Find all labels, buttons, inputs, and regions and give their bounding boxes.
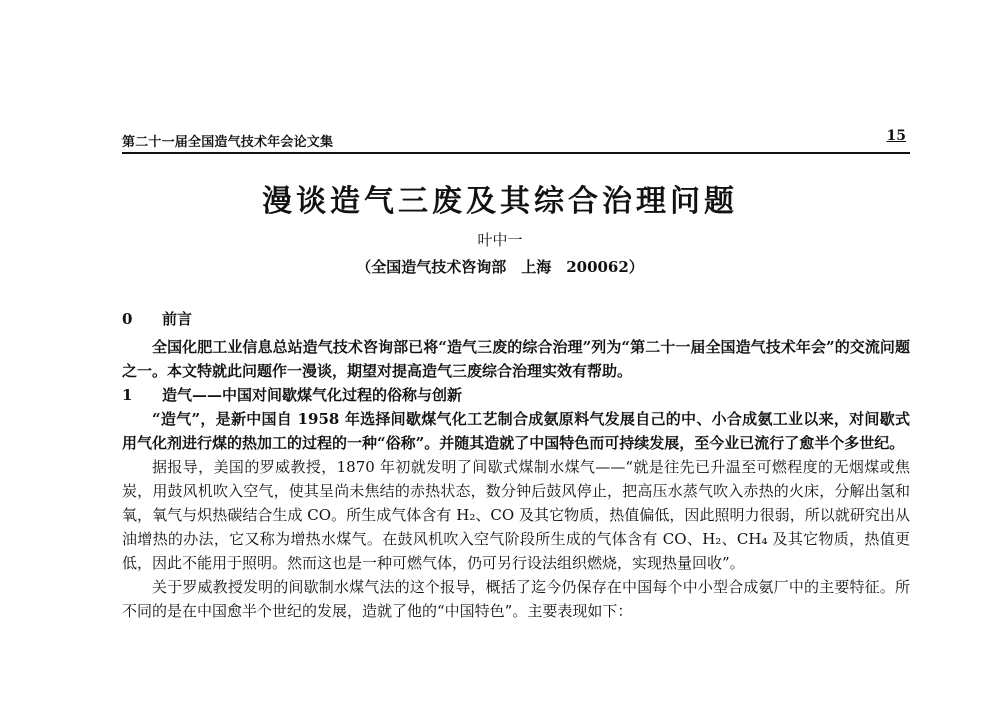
section-title: 造气——中国对间歇煤气化过程的俗称与创新 bbox=[162, 386, 463, 404]
header-rule bbox=[122, 152, 910, 154]
section-number: 1 bbox=[122, 386, 133, 404]
running-header bbox=[122, 128, 910, 152]
paragraph: “造气”，是新中国自 1958 年选择间歇煤气化工艺制合成氨原料气发展自己的中、小合成氨工业以来，对间歇式用气化剂进行煤的热加工的过程的一种“俗称”。并随其造就了中国特色而可持续发展，至今业已流行了愈半个多世纪。 bbox=[122, 410, 910, 452]
paragraph: 关于罗威教授发明的间歇制水煤气法的这个报导，概括了迄今仍保存在中国每个中小型合成氨厂中的主要特征。所不同的是在中国愈半个世纪的发展，造就了他的“中国特色”。主要表现如下： bbox=[122, 578, 910, 620]
paragraph: 据报导，美国的罗威教授，1870 年初就发明了间歇式煤制水煤气——“就是往先已升温至可燃程度的无烟煤或焦炭，用鼓风机吹入空气，使其呈尚未焦结的赤热状态，数分钟后鼓风停止，把高压水蒸气吹入赤热的火床，分解出氢和氧，氧气与炽热碳结合生成 CO。所生成气体含有 H₂、CO 及其它物质，热值偏低，因此照明力很弱，所以就研究出从油增热的办法，它又称为增热水煤气。在鼓风机吹入空气阶段所生成的气体含有 CO、H₂、CH₄ 及其它物质，热值更低，因此不能用于照明。然而这也是一种可燃气体，仍可另行设法组织燃烧，实现热量回收”。 bbox=[122, 458, 910, 572]
section-heading bbox=[122, 383, 910, 407]
section-number: 0 bbox=[122, 310, 133, 328]
paragraph: 全国化肥工业信息总站造气技术咨询部已将“造气三废的综合治理”列为“第二十一届全国造气技术年会”的交流问题之一。本文特就此问题作一漫谈，期望对提高造气三废综合治理实效有帮助。 bbox=[122, 338, 910, 380]
section-heading bbox=[122, 307, 910, 331]
paper-title: 漫谈造气三废及其综合治理问题 bbox=[262, 184, 738, 219]
page-number: 15 bbox=[886, 128, 906, 144]
author-name: 叶中一 bbox=[477, 231, 523, 249]
body-text bbox=[122, 307, 910, 623]
section-title: 前言 bbox=[162, 310, 193, 328]
journal-title: 第二十一届全国造气技术年会论文集 bbox=[122, 135, 334, 150]
author-affiliation: （全国造气技术咨询部 上海 200062） bbox=[356, 258, 644, 276]
